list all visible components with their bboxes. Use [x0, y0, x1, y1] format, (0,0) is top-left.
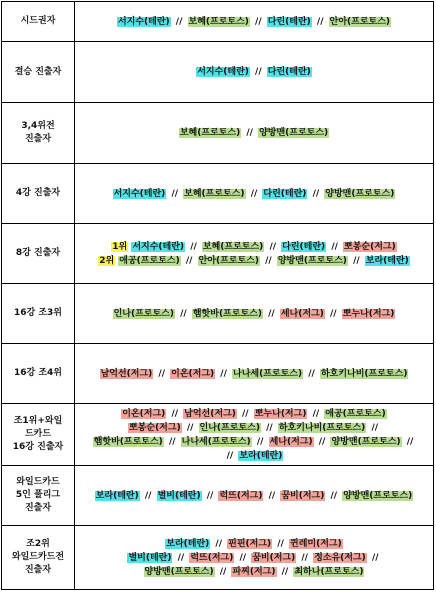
player-list: [75, 224, 434, 284]
row-label-line: 와일드카드전: [11, 552, 65, 562]
row-label-line: 3,4위전: [21, 121, 55, 131]
player-tag: 애공(프로토스): [119, 255, 180, 266]
player-tag: 뽀봉순(저그): [128, 422, 181, 433]
player-tag: 세나(저그): [280, 308, 324, 319]
separator: //: [171, 188, 179, 199]
separator: //: [353, 255, 360, 266]
row-label: [2, 344, 75, 404]
separator: //: [266, 422, 273, 433]
player-tag: 애공(프로토스): [325, 408, 386, 419]
player-tag: 럭뜨(저그): [190, 552, 234, 563]
player-list: [75, 2, 434, 42]
player-line: [75, 565, 433, 579]
player-line: [75, 489, 433, 503]
bracket-row: [2, 103, 434, 164]
player-tag: 뽀봉순(저그): [344, 241, 396, 252]
separator: //: [219, 566, 227, 577]
player-list: [75, 42, 434, 103]
separator: //: [190, 241, 197, 252]
player-line: [75, 187, 433, 201]
bracket-row: [2, 164, 434, 224]
bracket-row: [2, 466, 434, 526]
player-tag: 별비(테란): [157, 490, 201, 501]
player-line: [75, 254, 433, 268]
separator: //: [318, 436, 326, 447]
row-label: [2, 224, 75, 284]
separator: //: [281, 566, 289, 577]
player-tag: 보라(테란): [239, 450, 283, 461]
player-tag: 보혜(프로토스): [188, 16, 249, 27]
player-tag: 보라(테란): [365, 255, 409, 266]
row-label-line: 진출자: [24, 503, 52, 513]
separator: //: [312, 188, 320, 199]
bracket-body: [2, 2, 434, 590]
player-tag: 보라(테란): [166, 538, 210, 549]
bracket-row: [2, 284, 434, 344]
bracket-row: [2, 224, 434, 284]
separator: //: [158, 368, 165, 379]
player-list: [75, 404, 434, 466]
rank-badge: 2위: [99, 255, 115, 266]
row-label-line: 진출자: [24, 134, 52, 144]
player-tag: 남억선(저그): [184, 408, 236, 419]
tournament-bracket-table: [1, 1, 434, 590]
separator: //: [312, 408, 320, 419]
row-label-line: 16강 조3위: [13, 308, 62, 318]
separator: //: [269, 241, 277, 252]
player-tag: 핀핀(저그): [228, 538, 272, 549]
separator: //: [268, 308, 275, 319]
row-label-line: 8강 진출자: [15, 248, 61, 258]
player-tag: 꿈비(저그): [252, 552, 296, 563]
player-line: [75, 367, 433, 381]
row-label-line: 조2위: [26, 539, 50, 549]
row-label: [2, 42, 75, 103]
row-label: [2, 103, 75, 164]
player-tag: 이온(저그): [122, 408, 166, 419]
bracket-row: [2, 404, 434, 466]
separator: //: [329, 308, 337, 319]
bracket-row: [2, 344, 434, 404]
separator: //: [177, 552, 185, 563]
row-label-line: 시드권자: [20, 16, 56, 26]
player-list: [75, 284, 434, 344]
player-line: [75, 421, 433, 435]
bracket-row: [2, 42, 434, 103]
player-tag: 양방맨(프로토스): [331, 436, 401, 447]
player-tag: 양방맨(프로토스): [325, 188, 395, 199]
separator: //: [242, 408, 249, 419]
separator: //: [175, 16, 183, 27]
player-tag: 보라(테란): [95, 490, 139, 501]
separator: //: [220, 368, 227, 379]
player-tag: 하호키나비(프로토스): [320, 368, 408, 379]
row-label: [2, 466, 75, 526]
player-line: [75, 240, 433, 254]
separator: //: [171, 408, 179, 419]
player-line: [75, 551, 433, 565]
player-tag: 양방맨(프로토스): [259, 128, 329, 138]
player-line: [75, 407, 433, 421]
player-list: [75, 344, 434, 404]
separator: //: [250, 188, 258, 199]
player-tag: 정소유(저그): [314, 552, 366, 563]
player-tag: 꿈비(저그): [281, 490, 325, 501]
player-tag: 서지수(테란): [197, 67, 249, 77]
separator: //: [277, 538, 284, 549]
player-list: [75, 103, 434, 164]
player-line: [75, 307, 433, 321]
player-line: [75, 435, 433, 449]
separator: //: [246, 128, 253, 138]
separator: //: [239, 552, 247, 563]
row-label-line: 16강 조4위: [13, 368, 62, 378]
player-tag: 보혜(프로토스): [202, 241, 264, 252]
row-label: [2, 526, 75, 590]
player-tag: 뽀누나(저그): [342, 308, 395, 319]
row-label-line: 4강 진출자: [15, 188, 61, 198]
row-label-line: 진출자: [24, 565, 52, 575]
player-tag: 다린(테란): [267, 67, 311, 77]
player-line: [75, 65, 433, 79]
player-tag: 뽀누나(저그): [254, 408, 307, 419]
player-line: [75, 126, 433, 140]
separator: //: [186, 422, 194, 433]
player-list: [75, 466, 434, 526]
separator: //: [331, 241, 338, 252]
row-label: [2, 2, 75, 42]
player-tag: 햄핫바(프로토스): [93, 436, 163, 447]
player-tag: 럭뜨(저그): [219, 490, 263, 501]
player-tag: 하호키나비(프로토스): [278, 422, 366, 433]
player-tag: 안아(프로토스): [329, 16, 391, 27]
player-tag: 다린(테란): [263, 188, 307, 199]
separator: //: [301, 552, 308, 563]
player-tag: 양방맨(프로토스): [343, 490, 413, 501]
player-list: [75, 164, 434, 224]
player-tag: 양방맨(프로토스): [277, 255, 347, 266]
row-label-line: 5인 풀리그: [15, 490, 61, 500]
row-label: [2, 164, 75, 224]
player-tag: 인나(프로토스): [113, 308, 174, 319]
separator: //: [255, 16, 262, 27]
separator: //: [180, 308, 187, 319]
separator: //: [265, 255, 272, 266]
player-tag: 양방맨(프로토스): [144, 566, 214, 577]
player-line: [75, 537, 433, 551]
separator: //: [330, 490, 338, 501]
player-tag: 안아(프로토스): [198, 255, 259, 266]
player-tag: 별비(테란): [128, 552, 172, 563]
player-tag: 남억선(저그): [100, 368, 153, 379]
separator: //: [406, 436, 414, 447]
separator: //: [168, 436, 176, 447]
row-label-line: 16강 진출자: [12, 442, 64, 452]
separator: //: [316, 16, 324, 27]
separator: //: [255, 67, 262, 77]
bracket-row: [2, 526, 434, 590]
row-label-line: 와일드카드: [16, 477, 60, 487]
player-tag: 보혜(프로토스): [179, 128, 241, 138]
player-tag: 나나세(프로토스): [233, 368, 303, 379]
player-tag: 이온(저그): [171, 368, 215, 379]
player-line: [75, 449, 433, 463]
player-tag: 햄핫바(프로토스): [192, 308, 262, 319]
separator: //: [256, 436, 264, 447]
player-tag: 최하나(프로토스): [294, 566, 364, 577]
rank-badge: 1위: [112, 241, 128, 252]
separator: //: [215, 538, 222, 549]
player-tag: 다린(테란): [282, 241, 326, 252]
player-tag: 퀸레미(저그): [290, 538, 342, 549]
separator: //: [144, 490, 152, 501]
player-tag: 서지수(테란): [132, 241, 185, 252]
row-label: [2, 284, 75, 344]
player-line: [75, 15, 433, 29]
player-tag: 세나(저그): [269, 436, 313, 447]
row-label: [2, 404, 75, 466]
separator: //: [185, 255, 193, 266]
player-list: [75, 526, 434, 590]
separator: //: [371, 422, 379, 433]
separator: //: [206, 490, 214, 501]
separator: //: [371, 552, 379, 563]
bracket-row: [2, 2, 434, 42]
separator: //: [226, 450, 234, 461]
row-label-line: 결승 진출자: [14, 66, 62, 77]
player-tag: 서지수(테란): [113, 188, 166, 199]
player-tag: 인나(프로토스): [199, 422, 260, 433]
separator: //: [268, 490, 276, 501]
player-tag: 파찌(저그): [232, 566, 276, 577]
separator: //: [308, 368, 315, 379]
row-label-line: 조1위+와일: [13, 416, 63, 426]
player-tag: 나나세(프로토스): [181, 436, 251, 447]
player-tag: 서지수(테란): [117, 16, 170, 27]
row-label-line: 드카드: [24, 429, 52, 439]
player-tag: 다린(테란): [267, 16, 311, 27]
player-tag: 보혜(프로토스): [184, 188, 245, 199]
